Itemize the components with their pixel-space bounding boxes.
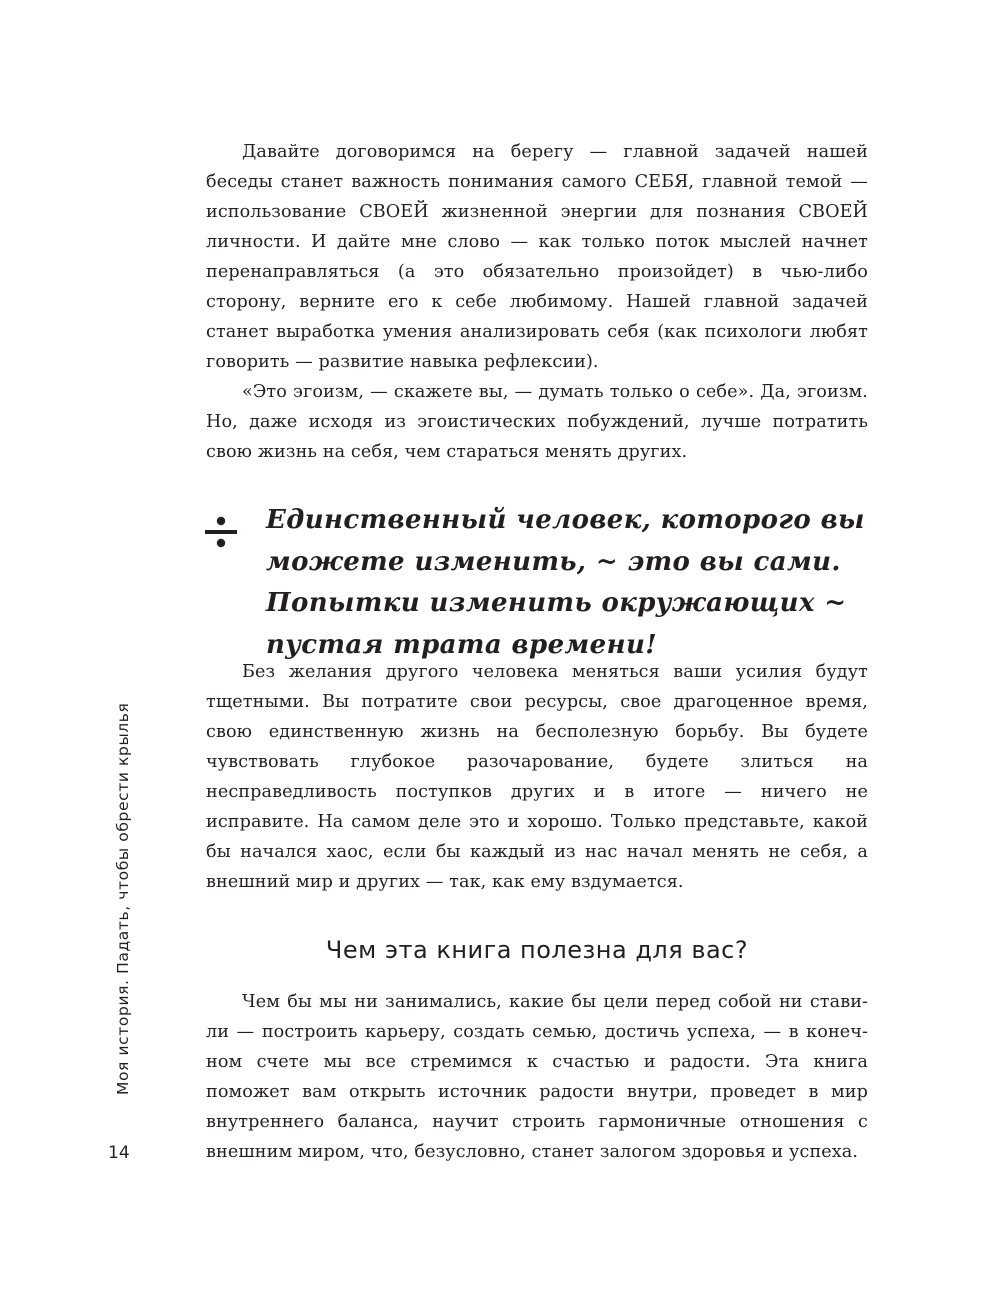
paragraph: Чем бы мы ни занимались, какие бы цели перед собой ни ставили — построить карьеру, создать семью, достичь успеха, — в конечном счете мы все стремимся к счастью и радости. Эта книга поможет вам открыть источник радости внутри, проведет в мир внутреннего баланса, научит строить гармоничные отношения с внешним миром, что, безусловно, станет залогом здоровья и успеха.: [206, 992, 868, 1162]
paragraph: Давайте договоримся на берегу — главной задачей нашей беседы станет важность понимания самого СЕБЯ, главной темой — использование СВОЕЙ жизненной энергии для познания СВОЕЙ личности. И дайте мне слово — как только поток мыслей начнет перенаправляться (а это обязательно произойдет) в чью-либо сторону, верните его к себе любимому. Нашей главной задачей станет выработка умения анализировать себя (как психологи любят говорить — развитие навыка рефлексии).: [206, 142, 868, 372]
paragraph: «Это эгоизм, — скажете вы, — думать только о себе». Да, эгоизм. Но, даже исходя из эгоистических побуждений, лучше потратить свою жизнь на себя, чем стараться менять других.: [206, 382, 868, 462]
quote-text: Единственный человек, которого вы можете изменить, ~ это вы сами. Попытки изменить окружающих ~ пустая трата времени!: [266, 505, 865, 660]
page-number: 14: [108, 1143, 130, 1163]
intro-paragraphs: [206, 137, 868, 467]
paragraph: Без желания другого человека меняться ваши усилия будут тщетными. Вы потратите свои ресурсы, свое драгоценное время, свою единственную жизнь на бесполезную борьбу. Вы будете чувствовать глубокое разочарование, будете злиться на несправедливость поступков других и в итоге — ничего не исправите. На самом деле это и хорошо. Только представьте, какой бы начался хаос, если бы каждый из нас начал менять не себя, а внешний мир и других — так, как ему вздумается.: [206, 662, 868, 892]
running-head: Моя история. Падать, чтобы обрести крылья: [114, 702, 132, 1095]
divide-icon: [204, 515, 238, 549]
middle-paragraphs: [206, 657, 868, 897]
closing-paragraphs: [206, 987, 868, 1167]
section-heading: Чем эта книга полезна для вас?: [325, 936, 749, 964]
